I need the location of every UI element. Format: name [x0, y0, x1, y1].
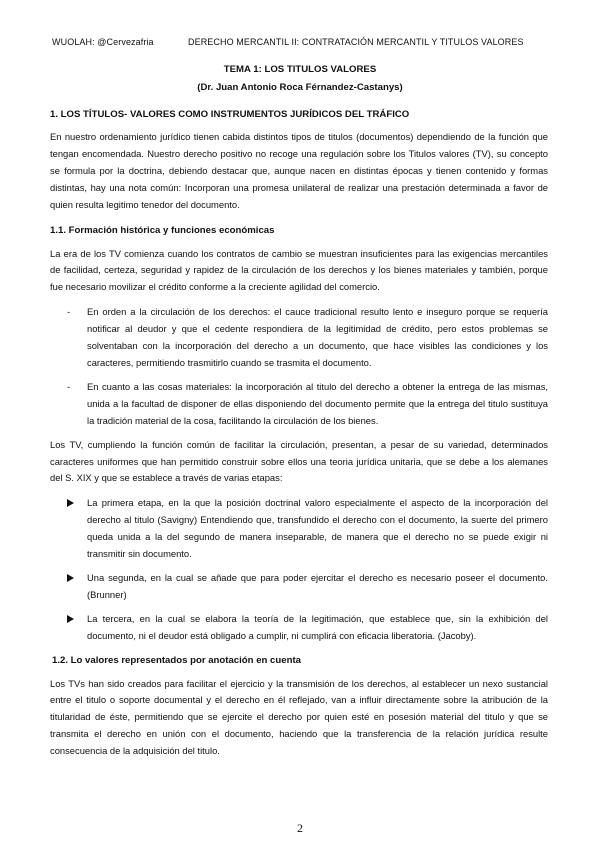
arrow-list: [50, 495, 548, 644]
list-item-text: En orden a la circulación de los derechos: el cauce tradicional resulto lento e inseguro porque se requería notificar al deudor y que el cedente respondiera de la legitimidad de crédito, pero estos problemas se solventaban con la incorporación del derecho a un documento, que hace visibles las condiciones y los caracteres, permitiendo trasmitirlo cuando se trasmita el documento.: [87, 306, 548, 368]
section-1-2-heading: 1.2. Lo valores representados por anotación en cuenta: [52, 654, 301, 666]
list-item: [50, 495, 548, 563]
list-item-text: En cuanto a las cosas materiales: la incorporación al titulo del derecho a obtener la entrega de las mismas, unida a la facultad de disponer de ellas disponiendo del documento permite que la entrega del titulo sustituya la tradición material de la cosa, facilitando la circulación de los bienes.: [87, 380, 548, 426]
document-author: (Dr. Juan Antonio Roca Férnandez-Castanys): [197, 82, 403, 93]
arrow-bullet-icon: [67, 574, 74, 582]
list-item: [50, 611, 548, 645]
arrow-bullet-icon: [67, 615, 74, 623]
arrow-bullet-icon: [67, 499, 74, 507]
list-item: [50, 570, 548, 604]
list-item-text: La primera etapa, en la que la posición doctrinal valoro especialmente el aspecto de la incorporación del derecho al titulo (Savigny) Entendiendo que, transfundido el derecho con el documento, la suerte del primero queda unida a la del segundo de manera inseparable, de manera que el derecho no se puede exigir ni transmitir sin documento.: [87, 497, 548, 560]
section-1-2-paragraph: Los TVs han sido creados para facilitar el ejercicio y la transmisión de los derechos, al establecer un nexo sustancial entre el titulo o soporte documental y el derecho en él reflejado, van a influir directamente sobre la atribución de la titularidad de éste, permitiendo que se ejercite el derecho por quien esté en posesión material del titulo y que se transmita el derecho en unión con el documento, haciendo que la transferencia de la relación jurídica resulte consecuencia de la adquisición del titulo.: [50, 677, 548, 757]
dash-list: [50, 304, 548, 429]
section-1-intro: En nuestro ordenamiento jurídico tienen cabida distintos tipos de titulos (documentos) dependiendo de la función que tengan encomendada. Nuestro derecho positivo no recoge una regulación sobre los Titulos valores (TV), su concepto se formula por la doctrina, debiendo destacar que, aunque nacen en distintas épocas y tienen contenido y formas distintas, hay una nota común: Incorporan una promesa unilateral de realizar una prestación determinada a favor de quien resulta legitimo tenedor del documento.: [50, 131, 548, 210]
document-title: TEMA 1: LOS TITULOS VALORES: [223, 64, 377, 75]
page-number: 2: [297, 821, 303, 835]
dash-marker: -: [67, 380, 71, 392]
section-1-1-heading: 1.1. Formación histórica y funciones económicas: [50, 224, 275, 236]
section-1-heading: 1. LOS TÍTULOS- VALORES COMO INSTRUMENTOS JURÍDICOS DEL TRÁFICO: [50, 109, 410, 120]
dash-marker: -: [67, 306, 71, 318]
list-item-text: La tercera, en la cual se elabora la teoría de la legitimación, que establece que, sin la exhibición del documento, ni el deudor está obligado a cumplir, ni cumplirá con eficacia liberatoria. (Jacoby).: [87, 612, 548, 641]
header-watermark: WUOLAH: @Cervezafria: [52, 37, 154, 47]
document-body: [50, 106, 548, 768]
header-course-title: DERECHO MERCANTIL II: CONTRATACIÓN MERCANTIL Y TITULOS VALORES: [188, 37, 524, 47]
section-1-1-paragraph-1: La era de los TV comienza cuando los contratos de cambio se muestran insuficientes para las exigencias mercantiles de facilidad, certeza, seguridad y rapidez de la circulación de los derechos y los bienes materiales y también, porque fue necesario movilizar el crédito conforme a la creciente agilidad del comercio.: [50, 247, 548, 293]
running-header: [52, 37, 572, 47]
section-1-1-paragraph-2: Los TV, cumpliendo la función común de facilitar la circulación, presentan, a pesar de su variedad, determinados caracteres uniformes que han permitido construir sobre ellos una teoria jurídica unitaria, que se debe a los alemanes del S. XIX y que se establece a través de varias etapas:: [50, 438, 548, 484]
list-item: [50, 304, 548, 372]
list-item-text: Una segunda, en la cual se añade que para poder ejercitar el derecho es necesario poseer el documento. (Brunner): [87, 571, 548, 600]
list-item: [50, 379, 548, 430]
